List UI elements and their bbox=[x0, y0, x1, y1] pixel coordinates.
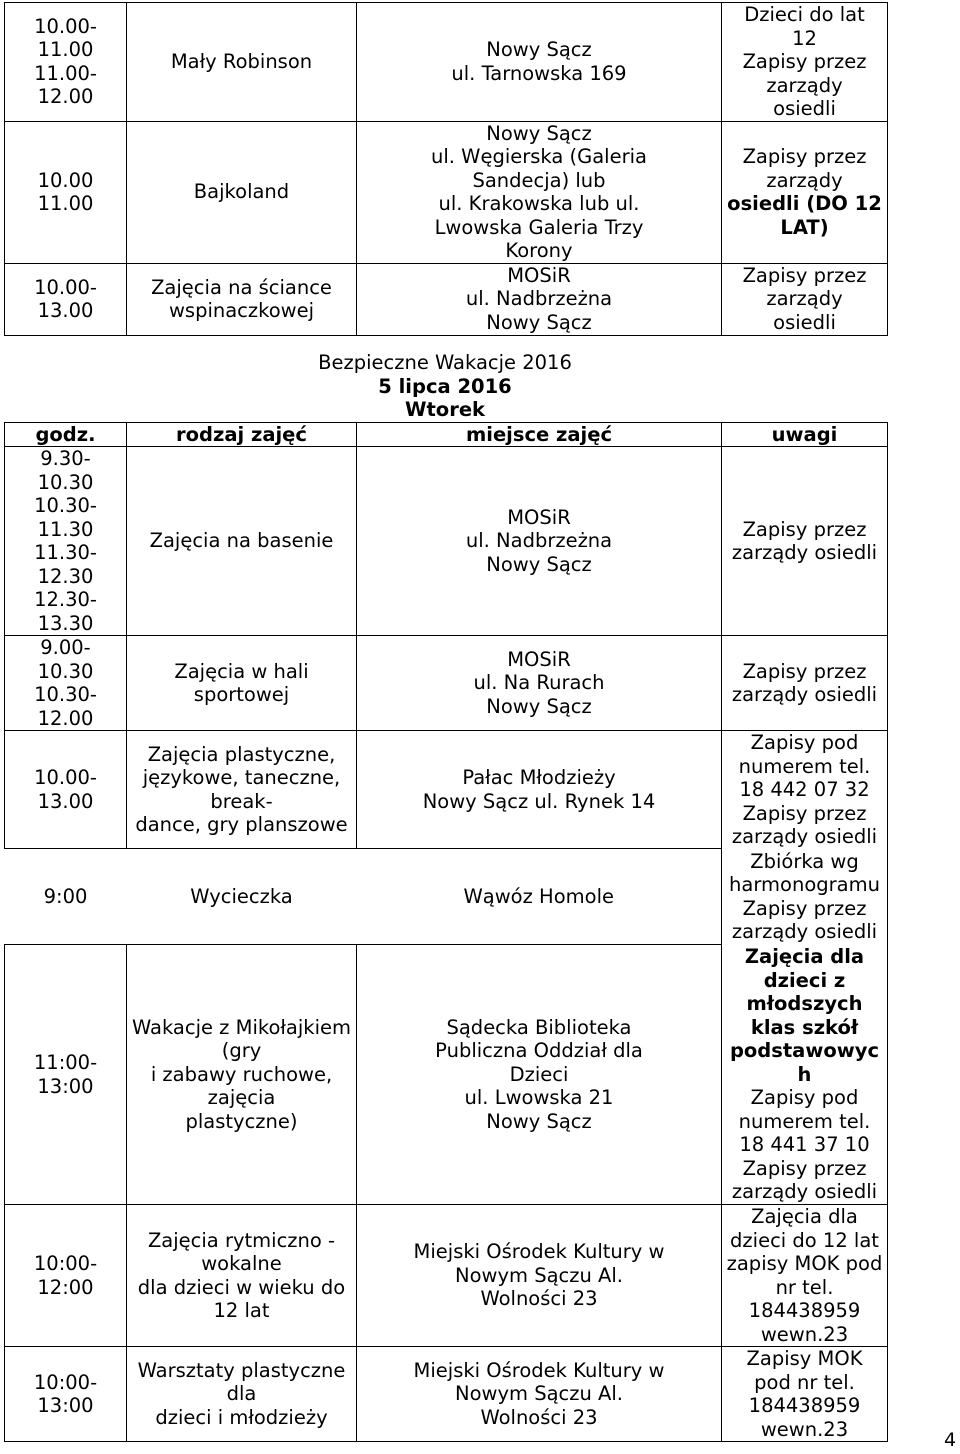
place-cell: MOSiR ul. Nadbrzeżna Nowy Sącz bbox=[357, 263, 722, 335]
table-row bbox=[5, 121, 888, 263]
time-cell: 9:00 bbox=[43, 884, 88, 908]
page-number: 4 bbox=[944, 1429, 957, 1451]
table-row bbox=[5, 636, 888, 731]
activity-cell: Zajęcia na ściance wspinaczkowej bbox=[127, 263, 357, 335]
place-cell: Sądecka Biblioteka Publiczna Oddział dla Dzieci ul. Lwowska 21 Nowy Sącz bbox=[357, 945, 722, 1205]
notes-cell: Zapisy przez zarządy osiedli bbox=[722, 636, 888, 731]
place-cell: Miejski Ośrodek Kultury w Nowym Sączu Al. Wolności 23 bbox=[357, 1205, 722, 1347]
time-cell: 11:00- 13:00 bbox=[5, 945, 127, 1205]
time-cell: 10:00- 12:00 bbox=[5, 1205, 127, 1347]
activity-cell: Zajęcia w hali sportowej bbox=[127, 636, 357, 731]
table-row bbox=[5, 263, 888, 335]
schedule-table bbox=[4, 422, 888, 1442]
activity-cell: Mały Robinson bbox=[127, 3, 357, 122]
notes-bold-text: osiedli (DO 12 LAT) bbox=[727, 192, 882, 239]
activity-cell: Zajęcia na basenie bbox=[127, 447, 357, 636]
table-row bbox=[5, 447, 888, 636]
header-row bbox=[5, 423, 888, 447]
day-heading bbox=[0, 351, 890, 422]
notes-cell bbox=[722, 945, 888, 1205]
activity-cell: Warsztaty plastyczne dla dzieci i młodzieży bbox=[127, 1347, 357, 1442]
time-cell: 9.00- 10.30 10.30- 12.00 bbox=[5, 636, 127, 731]
place-cell: MOSiR ul. Nadbrzeżna Nowy Sącz bbox=[357, 447, 722, 636]
day-date: 5 lipca 2016 bbox=[378, 374, 512, 398]
place-cell: MOSiR ul. Na Rurach Nowy Sącz bbox=[357, 636, 722, 731]
activity-cell: Zajęcia plastyczne, językowe, taneczne, break- dance, gry planszowe bbox=[127, 731, 357, 849]
column-header-place: miejsce zajęć bbox=[357, 423, 722, 447]
activity-cell: Wycieczka bbox=[190, 884, 293, 908]
table-row bbox=[5, 1347, 888, 1442]
column-header-notes: uwagi bbox=[722, 423, 888, 447]
notes-cell: Zapisy przez zarządy osiedli bbox=[722, 263, 888, 335]
time-cell: 10:00- 13:00 bbox=[5, 1347, 127, 1442]
column-header-time: godz. bbox=[5, 423, 127, 447]
place-cell: Nowy Sącz ul. Tarnowska 169 bbox=[357, 3, 722, 122]
activity-cell: Bajkoland bbox=[127, 121, 357, 263]
place-cell: Wąwóz Homole bbox=[463, 884, 614, 908]
table-row bbox=[5, 945, 888, 1205]
notes-text: Zapisy przez zarządy bbox=[742, 145, 867, 192]
table-row bbox=[5, 731, 888, 849]
notes-cell: Zapisy pod numerem tel. 18 442 07 32 Zapisy przez zarządy osiedli bbox=[722, 731, 888, 849]
table-row bbox=[5, 849, 888, 945]
place-cell: Nowy Sącz ul. Węgierska (Galeria Sandecja) lub ul. Krakowska lub ul. Lwowska Galeria Trzy Korony bbox=[357, 121, 722, 263]
place-cell: Pałac Młodzieży Nowy Sącz ul. Rynek 14 bbox=[357, 731, 722, 849]
previous-schedule-table bbox=[4, 2, 888, 336]
notes-cell bbox=[722, 121, 888, 263]
notes-cell: Zbiórka wg harmonogramu Zapisy przez zarządy osiedli bbox=[722, 849, 888, 945]
time-cell: 10.00- 13.00 bbox=[5, 731, 127, 849]
column-header-activity: rodzaj zajęć bbox=[127, 423, 357, 447]
notes-bold-text: Zajęcia dla dzieci z młodszych klas szkół podstawowyc h bbox=[729, 945, 880, 1086]
place-cell: Miejski Ośrodek Kultury w Nowym Sączu Al. Wolności 23 bbox=[357, 1347, 722, 1442]
activity-cell: Wakacje z Mikołajkiem (gry i zabawy ruchowe, zajęcia plastyczne) bbox=[127, 945, 357, 1205]
table-row bbox=[5, 1205, 888, 1347]
table-row bbox=[5, 3, 888, 122]
notes-cell: Zapisy przez zarządy osiedli bbox=[722, 447, 888, 636]
notes-cell: Zapisy MOK pod nr tel. 184438959 wewn.23 bbox=[722, 1347, 888, 1442]
notes-cell: Zajęcia dla dzieci do 12 lat zapisy MOK pod nr tel. 184438959 wewn.23 bbox=[722, 1205, 888, 1347]
time-cell: 10.00- 13.00 bbox=[5, 263, 127, 335]
program-title: Bezpieczne Wakacje 2016 bbox=[318, 351, 572, 374]
notes-text: Zapisy pod numerem tel. 18 441 37 10 Zapisy przez zarządy osiedli bbox=[731, 1086, 878, 1203]
activity-cell: Zajęcia rytmiczno -wokalne dla dzieci w wieku do 12 lat bbox=[127, 1205, 357, 1347]
notes-cell: Dzieci do lat 12 Zapisy przez zarządy osiedli bbox=[722, 3, 888, 122]
time-cell: 9.30- 10.30 10.30- 11.30 11.30- 12.30 12.30- 13.30 bbox=[5, 447, 127, 636]
time-cell: 10.00 11.00 bbox=[5, 121, 127, 263]
day-weekday: Wtorek bbox=[404, 398, 486, 421]
time-cell: 10.00- 11.00 11.00- 12.00 bbox=[5, 3, 127, 122]
